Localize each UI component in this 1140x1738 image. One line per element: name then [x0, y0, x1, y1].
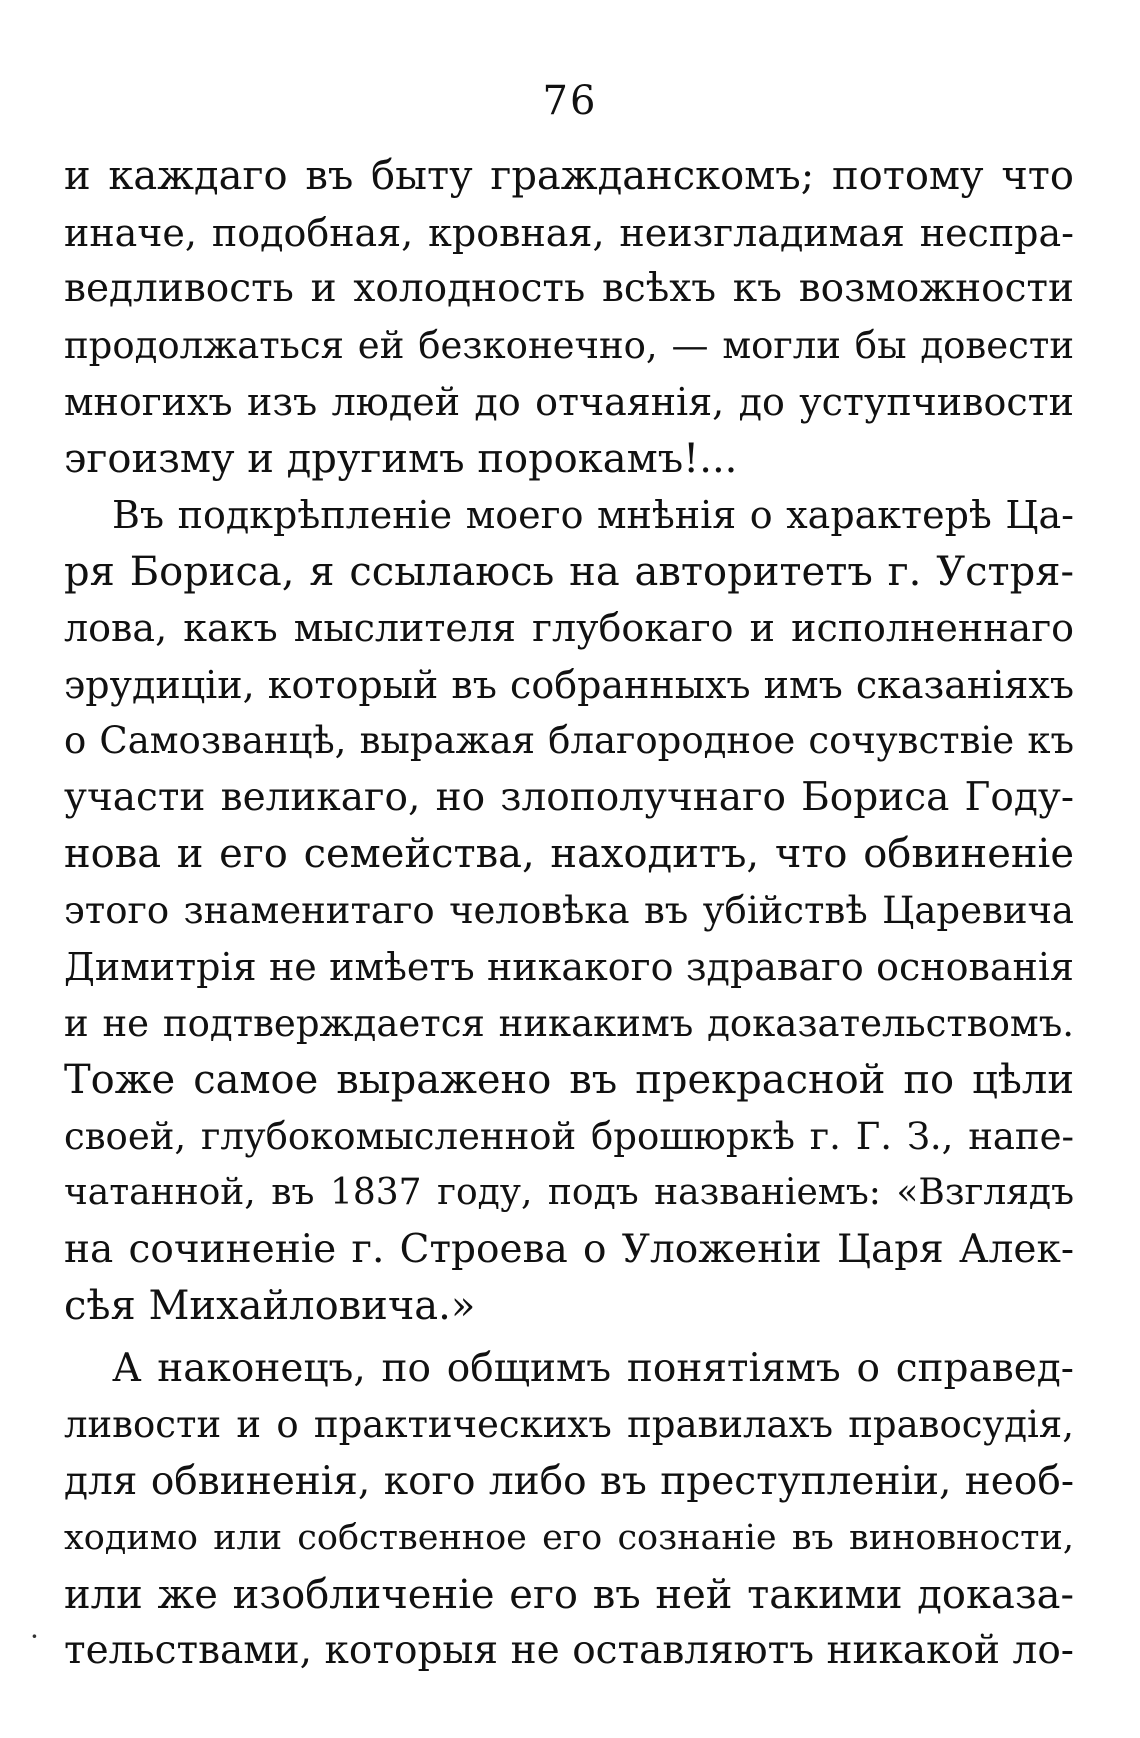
paragraph-3: [64, 1341, 1074, 1680]
text-line: и не подтверждается никакимъ доказательствомъ.: [64, 1001, 1074, 1045]
text-line: Тоже самое выражено въ прекрасной по цѣли: [64, 1057, 1074, 1103]
text-line: чатанной, въ 1837 году, подъ названіемъ: «Взглядъ: [64, 1172, 1074, 1213]
text-line: этого знаменитаго человѣка въ убійствѣ Царевича: [64, 888, 1074, 932]
text-line: тельствами, которыя не оставляютъ никакой ло-: [64, 1628, 1074, 1673]
text-line: нова и его семейства, находитъ, что обвиненіе: [64, 831, 1074, 877]
text-line: эрудиціи, который въ собранныхъ имъ сказаніяхъ: [64, 662, 1074, 707]
text-line: ливости и о практическихъ правилахъ правосудія,: [64, 1403, 1074, 1446]
text-line: для обвиненія, кого либо въ преступленіи, необ-: [64, 1458, 1074, 1504]
text-line: А наконецъ, по общимъ понятіямъ о справед-: [112, 1345, 1074, 1391]
text-line: ря Бориса, я ссылаюсь на авторитетъ г. Устря-: [64, 548, 1074, 595]
text-line: Въ подкрѣпленіе моего мнѣнія о характерѣ Ца-: [112, 493, 1074, 537]
text-line: лова, какъ мыслителя глубокаго и исполненнаго: [64, 606, 1074, 650]
page-body: [64, 148, 1074, 1680]
paragraph-1: [64, 148, 1074, 487]
page-number: 76: [542, 78, 598, 124]
text-line: о Самозванцѣ, выражая благородное сочувствіе къ: [64, 719, 1074, 762]
text-line: своей, глубокомысленной брошюркѣ г. Г. З., напе-: [64, 1114, 1074, 1158]
text-line: Димитрія не имѣетъ никакого здраваго основанія: [64, 945, 1074, 989]
text-line: сѣя Михайловича.»: [64, 1283, 476, 1329]
text-line: участи великаго, но злополучнаго Бориса Году-: [64, 774, 1074, 820]
margin-dot-mark: ·: [30, 1620, 39, 1653]
text-line: иначе, подобная, кровная, неизгладимая неспра-: [64, 210, 1074, 255]
text-line: и каждаго въ быту гражданскомъ; потому что: [64, 153, 1074, 199]
text-line: или же изобличеніе его въ ней такими доказа-: [64, 1571, 1074, 1618]
text-line: продолжаться ей безконечно, — могли бы довести: [64, 323, 1074, 367]
text-line: ходимо или собственное его сознаніе въ виновности,: [64, 1518, 1074, 1558]
text-line: многихъ изъ людей до отчаянія, до уступчивости: [64, 380, 1074, 424]
text-line: ведливость и холодность всѣхъ къ возможности: [64, 266, 1074, 311]
paragraph-2: [64, 487, 1074, 1335]
text-line: эгоизму и другимъ порокамъ!...: [64, 435, 738, 482]
text-line: на сочиненіе г. Строева о Уложеніи Царя Алек-: [64, 1226, 1074, 1272]
